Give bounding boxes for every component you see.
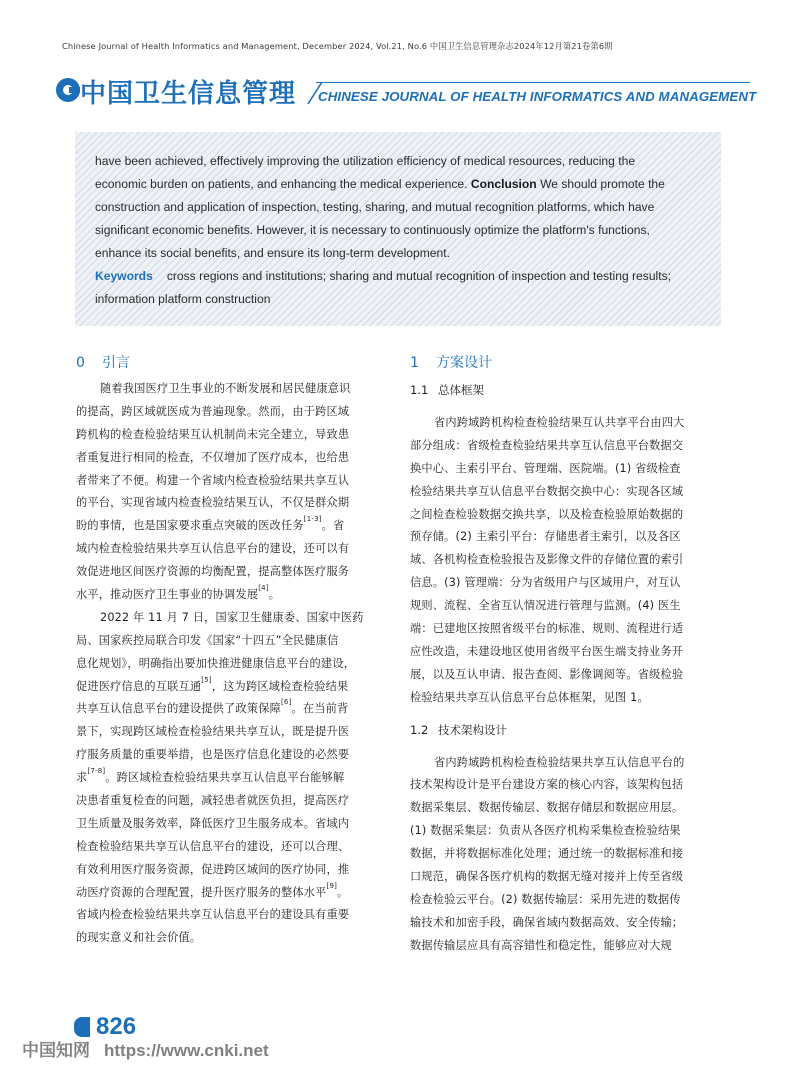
text-line: 域内检查检验结果共享互认信息平台的建设，还可以有 <box>76 542 350 556</box>
text-line: 息化规划》，明确指出要加快推进健康信息平台的建设， <box>76 656 356 670</box>
text-line: 省内跨域跨机构检查检验结果互认共享平台由四大 <box>434 416 685 429</box>
text-line: 疗服务质量的重要举措，也是医疗信息化建设的必然要 <box>76 748 350 762</box>
left-column <box>76 352 386 950</box>
running-header: Chinese Journal of Health Informatics and Management, December 2024, Vol.21, No.6 中国卫生信息管理杂志2024年12月第21卷第6期 <box>62 41 613 51</box>
text-segment: 共享互认信息平台的建设提供了政策保障 <box>76 702 281 716</box>
page-number: 826 <box>96 1013 137 1040</box>
text-line: 2022 年 11 月 7 日，国家卫生健康委、国家中医药 <box>100 610 364 624</box>
text-line: 技术架构设计是平台建设方案的核心内容，该架构包括 <box>410 778 684 792</box>
text-line: 者带来了不便。构建一个省域内检查检验结果共享互认 <box>76 473 350 487</box>
journal-title-en: CHINESE JOURNAL OF HEALTH INFORMATICS AND MANAGEMENT <box>318 89 757 104</box>
abstract-text-segment: We should promote the <box>540 177 665 191</box>
subsection-heading <box>410 722 720 746</box>
text-line: 省域内检查检验结果共享互认信息平台的建设具有重要 <box>76 908 350 922</box>
journal-logo-icon <box>56 78 80 102</box>
conclusion-label: Conclusion <box>470 177 537 191</box>
text-line: 展，以及互认申请、报告查阅、影像调阅等。省级检验 <box>410 667 684 681</box>
paragraph <box>76 378 386 607</box>
journal-title-cn: 中国卫生信息管理 <box>80 79 297 109</box>
watermark-cn: 中国知网 <box>22 1041 90 1060</box>
text-line: 卫生质量及服务效率，降低医疗卫生服务成本。省域内 <box>76 816 350 830</box>
section-title: 引言 <box>102 355 130 371</box>
text-line: 检查检验结果共享互认信息平台的建设，还可以合理、 <box>76 839 350 853</box>
text-line: (1) 数据采集层：负责从各医疗机构采集检查检验结果 <box>410 824 681 838</box>
text-line <box>76 584 386 607</box>
text-line: 输技术和加密手段，确保省域内数据高效、安全传输； <box>410 915 684 929</box>
text-line: 的现实意义和社会价值。 <box>76 931 202 945</box>
paragraph <box>76 607 386 950</box>
text-line: 换中心、主索引平台、管理端、医院端。(1) 省级检查 <box>410 461 681 475</box>
watermark-url[interactable]: https://www.cnki.net <box>104 1041 269 1060</box>
text-segment: 。在当前背 <box>291 702 349 716</box>
subsection-heading <box>410 382 720 406</box>
text-segment: 动医疗资源的合理配置，提升医疗服务的整体水平 <box>76 885 327 899</box>
abstract-line: enhance its social benefits, and ensure its long-term development. <box>95 246 450 260</box>
text-segment: 盼的事情，也是国家要求重点突破的医改任务 <box>76 519 304 533</box>
abstract-line: significant economic benefits. However, it is necessary to continuously optimize the platform's functions, <box>95 223 650 237</box>
cnki-watermark <box>22 1036 269 1061</box>
page-marker-icon <box>74 1017 90 1037</box>
text-line: 端：已建地区按照省级平台的标准、规则、流程进行适 <box>410 622 684 636</box>
text-line: 有效利用医疗服务资源，促进跨区域间的医疗协同，推 <box>76 862 350 876</box>
text-segment: 。省 <box>321 519 345 533</box>
text-line: 检验结果共享互认信息平台数据交换中心：实现各区域 <box>410 484 684 498</box>
keywords-line <box>95 265 701 288</box>
abstract-line: have been achieved, effectively improving the utilization efficiency of medical resources, reducing the <box>95 154 636 168</box>
text-line: 口规范，确保各医疗机构的数据无缝对接并上传至省级 <box>410 870 684 884</box>
text-line: 数据，并将数据标准化处理；通过统一的数据标准和接 <box>410 847 684 861</box>
subsection-number: 1.1 <box>410 383 429 397</box>
right-column <box>410 352 720 958</box>
text-line <box>76 676 386 699</box>
text-segment: ，这为跨区域检查检验结果 <box>211 679 349 693</box>
text-line <box>76 767 386 790</box>
subsection-title: 总体框架 <box>438 383 484 397</box>
citation: [9] <box>326 881 338 890</box>
abstract-text-segment: economic burden on patients, and enhancing the medical experience. <box>95 177 468 191</box>
citation: [4] <box>258 584 269 593</box>
keywords-line: information platform construction <box>95 292 271 306</box>
section-title: 方案设计 <box>436 355 492 371</box>
text-line: 随着我国医疗卫生事业的不断发展和居民健康意识 <box>100 382 351 395</box>
abstract-line <box>95 173 701 196</box>
text-segment: 水平，推动医疗卫生事业的协调发展 <box>76 588 259 602</box>
abstract-text <box>95 150 701 311</box>
text-line: 之间检查检验数据交换共享，以及检查检验原始数据的 <box>410 507 684 521</box>
journal-masthead <box>50 70 757 114</box>
citation: [1-3] <box>303 515 322 524</box>
text-line: 数据采集层、数据传输层、数据存储层和数据应用层。 <box>410 801 684 815</box>
text-segment: 。 <box>268 588 281 602</box>
text-line: 部分组成：省级检查检验结果共享互认信息平台数据交 <box>410 438 684 452</box>
text-segment: 求 <box>76 771 88 785</box>
text-segment: 促进医疗信息的互联互通 <box>76 679 202 693</box>
keywords-text: cross regions and institutions; sharing and mutual recognition of inspection and testing results; <box>166 269 672 283</box>
text-line: 的提高，跨区域就医成为普遍现象。然而，由于跨区域 <box>76 404 350 418</box>
citation: [7-8] <box>87 767 106 776</box>
abstract-box <box>75 132 721 326</box>
text-line: 跨机构的检查检验结果互认机制尚未完全建立，导致患 <box>76 427 350 441</box>
text-line: 效促进地区间医疗资源的均衡配置，提高整体医疗服务 <box>76 565 350 579</box>
text-line: 信息。(3) 管理端：分为省级用户与区域用户，对互认 <box>410 576 681 590</box>
subsection-title: 技术架构设计 <box>438 722 507 737</box>
text-line: 检验结果共享互认信息平台总体框架，见图 1。 <box>410 690 649 704</box>
section-number: 0 <box>76 355 85 371</box>
section-heading-intro <box>76 352 386 378</box>
text-line: 局、国家疾控局联合印发《国家“十四五”全民健康信 <box>76 633 339 647</box>
text-line: 域、各机构检查检验报告及影像文件的存储位置的索引 <box>410 553 684 567</box>
text-segment: 。跨区域检查检验结果共享互认信息平台能够解 <box>105 771 345 785</box>
masthead-rule <box>316 82 750 83</box>
section-heading-design <box>410 352 720 378</box>
text-line: 决患者重复检查的问题，减轻患者就医负担，提高医疗 <box>76 794 350 808</box>
paragraph <box>410 752 720 958</box>
text-line <box>76 698 386 721</box>
text-line: 景下，实现跨区域检查检验结果共享互认，既是提升医 <box>76 725 350 739</box>
abstract-line: construction and application of inspection, testing, sharing, and mutual recognition platforms, which have <box>95 200 655 214</box>
subsection-number: 1.2 <box>410 722 429 737</box>
text-line: 应性改造，未建设地区使用省级平台医生端支持业务开 <box>410 644 684 658</box>
text-line <box>76 515 386 538</box>
text-line: 的平台，实现省域内检查检验结果互认，不仅是群众期 <box>76 496 350 510</box>
text-segment: 。 <box>337 885 349 899</box>
citation: [6] <box>280 698 292 707</box>
text-line: 预存储。(2) 主索引平台：存储患者主索引，以及各区 <box>410 530 681 544</box>
section-number: 1 <box>410 355 419 371</box>
text-line: 者重复进行相同的检查，不仅增加了医疗成本，也给患 <box>76 450 350 464</box>
text-line: 数据传输层应具有高容错性和稳定性，能够应对大规 <box>410 938 672 952</box>
text-line: 检查检验云平台。(2) 数据传输层：采用先进的数据传 <box>410 892 681 906</box>
keywords-label: Keywords <box>95 269 153 283</box>
paragraph <box>410 412 720 710</box>
text-line <box>76 882 386 905</box>
text-line: 省内跨域跨机构检查检验结果共享互认信息平台的 <box>434 755 685 769</box>
text-line: 规则、流程、全省互认情况进行管理与监测。(4) 医生 <box>410 599 681 613</box>
citation: [5] <box>201 675 212 684</box>
